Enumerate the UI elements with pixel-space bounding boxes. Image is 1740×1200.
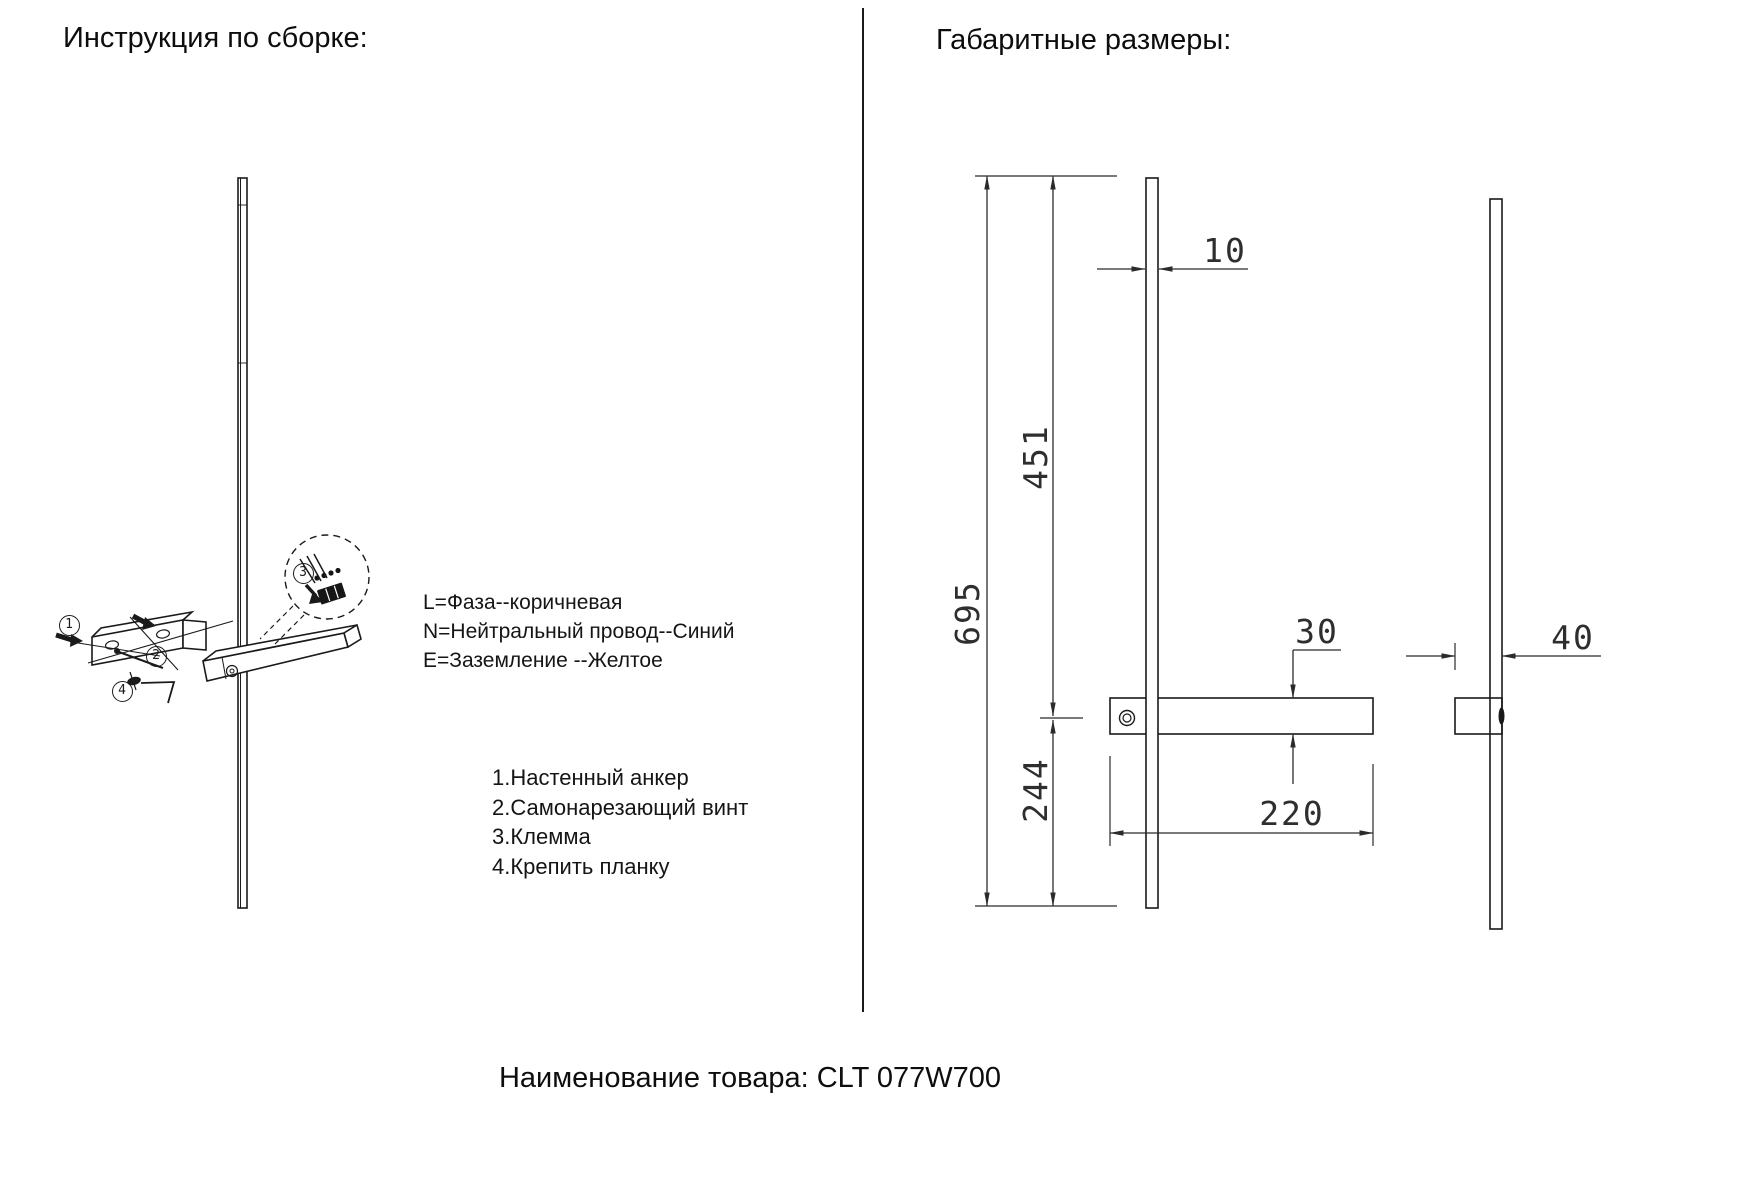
callout-2-screw: 2	[146, 646, 167, 667]
side-view-drawing	[1406, 199, 1601, 929]
lamp-rod-front	[238, 178, 247, 908]
wire-legend-line-e: E=Заземление --Желтое	[423, 649, 663, 672]
callout-4-clip: 4	[112, 681, 133, 702]
terminal-block	[317, 582, 346, 604]
callout-1-anchor: 1	[59, 615, 80, 636]
parts-list-item-3: 3.Клемма	[492, 824, 591, 849]
parts-list-item-2: 2.Самонарезающий винт	[492, 794, 749, 820]
lamp-body-bar	[203, 625, 361, 681]
callout-3-terminal: 3	[293, 563, 314, 584]
product-name-label: Наименование товара: CLT 077W700	[498, 1062, 1002, 1094]
dim-label-30: 30	[1295, 612, 1339, 651]
parts-list-item-1: 1.Настенный анкер	[492, 765, 689, 790]
assembly-diagram	[56, 178, 369, 908]
dim-label-220: 220	[1259, 794, 1325, 833]
right-panel-title: Габаритные размеры:	[936, 24, 1232, 56]
wire-legend	[423, 588, 735, 675]
lamp-rod-front-view	[1146, 178, 1158, 908]
dim-label-695: 695	[948, 580, 987, 646]
wire-legend-line-l: L=Фаза--коричневая	[423, 591, 623, 614]
wire-legend-line-n: N=Нейтральный провод--Синий	[423, 620, 735, 643]
parts-list-item-4: 4.Крепить планку	[492, 853, 670, 879]
lamp-rod-side-view	[1490, 199, 1502, 929]
left-panel-title: Инструкция по сборке:	[63, 22, 368, 54]
dim-label-10: 10	[1203, 231, 1247, 270]
dim-label-40: 40	[1551, 618, 1595, 657]
fixing-clip	[126, 672, 174, 703]
parts-list	[492, 763, 748, 881]
dim-label-451: 451	[1016, 424, 1055, 490]
dim-label-244: 244	[1016, 757, 1055, 823]
